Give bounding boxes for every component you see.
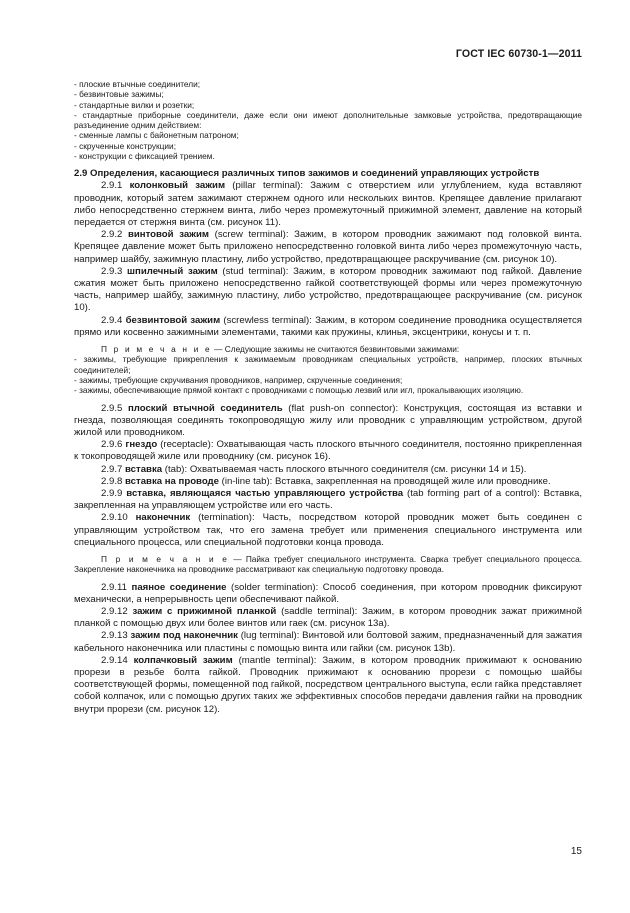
definition-term: плоский втычной соединитель (127, 402, 283, 414)
definition-number: 2.9.5 (101, 402, 123, 414)
definition-number: 2.9.3 (101, 265, 123, 277)
definition-term: зажим с прижимной планкой (132, 605, 277, 617)
definition-2-9-10 (74, 512, 582, 549)
list-item: - конструкции с фиксацией трением. (74, 151, 215, 162)
definition-number: 2.9.13 (101, 630, 128, 642)
definition-text: (lug terminal): Винтовой или болтовой зажим, предназначенный для зажатия кабельного наконечника или пластины с помощью винта или гайки (см. рисунок 13b). (74, 630, 583, 654)
definition-term: зажим под наконечник (130, 630, 238, 642)
definition-number: 2.9.12 (101, 605, 128, 617)
definition-term: вставка, являющаяся частью управляющего устройства (126, 487, 404, 499)
definition-number: 2.9.4 (101, 314, 123, 326)
list-item: - плоские втычные соединители; (74, 79, 201, 89)
definition-number: 2.9.9 (101, 487, 123, 499)
page-content (74, 79, 582, 716)
definition-2-9-11 (74, 582, 582, 606)
note-label: П р и м е ч а н и е (101, 553, 230, 564)
definition-text: (screwless terminal): Зажим, в котором соединение проводника осуществляется прямо или косвенно зажимными элементами, такими как пружины, клинья, эксцентрики, конусы и т. п. (74, 314, 582, 338)
definition-2-9-8 (74, 476, 582, 488)
definition-2-9-6 (74, 439, 582, 463)
definition-2-9-9 (74, 488, 582, 512)
note-item: - зажимы, обеспечивающие прямой контакт с проводниками с помощью лезвий или игл, прокалывающих изоляцию. (74, 385, 524, 396)
definition-term: вставка на проводе (125, 475, 219, 487)
definition-text: (solder termination): Способ соединения, при котором проводник фиксируют механически, а непрерывность цепи обеспечивают пайкой. (74, 581, 582, 605)
definition-number: 2.9.10 (101, 512, 128, 524)
definition-text: (in-line tab): Вставка, закрепленная на проводящей жиле или проводнике. (219, 475, 551, 487)
note-heading (74, 344, 582, 354)
note-screwless (74, 344, 582, 395)
list-item: - сменные лампы с байонетным патроном; (74, 130, 239, 141)
definition-text: (saddle terminal): Зажим, в котором проводник зажат прижимной планкой с помощью двух или более винтов или гаек (см. рисунок 13а). (74, 605, 582, 630)
definition-2-9-2 (74, 229, 582, 266)
definition-text: (mantle terminal): Зажим, в котором проводник прижимают к основанию прорези в резьбе болта гайкой. Проводник прижимают к основанию прорези с помощью шайбы соответствующей формы, помещенной под гайкой, посредством центрального выступа, если гайка представляет собой колпачок, или с помощью других таких же эффективных способов передачи давления гайки на проводник внутри прорези (см. рисунок 12). (74, 654, 582, 715)
note-item: - зажимы, требующие скручивания проводников, например, скрученные соединения; (74, 374, 403, 385)
definition-2-9-3 (74, 266, 582, 315)
list-item: - скрученные конструкции; (74, 140, 176, 151)
note-text: — Пайка требует специального инструмента. Сварка требует специального процесса. Закрепление наконечника на проводнике рассматривают как специальную подготовку провода. (74, 553, 582, 575)
definition-2-9-1 (74, 180, 582, 229)
definition-term: гнездо (125, 439, 158, 451)
list-item: - стандартные вилки и розетки; (74, 99, 195, 110)
definition-number: 2.9.8 (101, 475, 123, 487)
definition-number: 2.9.7 (101, 463, 123, 475)
definition-number: 2.9.14 (101, 654, 128, 666)
note-label: П р и м е ч а н и е (101, 344, 212, 355)
definition-2-9-5 (74, 403, 582, 440)
definition-text: (tab forming part of a control): Вставка, закрепленная на управляющем устройстве или его часть. (74, 487, 582, 512)
section-title: 2.9 Определения, касающиеся различных типов зажимов и соединений управляющих устройств (74, 168, 540, 180)
definition-term: вставка (125, 463, 163, 475)
definition-number: 2.9.6 (101, 439, 123, 451)
list-item: - стандартные приборные соединители, даже если они имеют дополнительные замковые устройства, предотвращающие разъединение одним действием: (74, 109, 582, 131)
definition-text: (receptacle): Охватывающая часть плоского втычного соединителя, постоянно прикрепленная к токопроводящей жиле или проводнику (см. рисунок 16). (74, 439, 582, 463)
note-text: — Следующие зажимы не считаются безвинтовыми зажимами: (211, 344, 460, 355)
definition-number: 2.9.1 (101, 180, 123, 192)
definition-number: 2.9.2 (101, 229, 123, 241)
top-list (74, 79, 582, 161)
definition-term: колонковый зажим (129, 180, 226, 192)
definition-term: колпачковый зажим (133, 654, 233, 666)
document-header: ГОСТ IEC 60730-1—2011 (455, 48, 582, 60)
definition-text: (flat push-on connector): Конструкция, состоящая из вставки и гнезда, позволяющая соединять токопроводящую жилу или проводник с управляющим устройством, другой жилой или проводником. (74, 402, 582, 438)
definition-text: (pillar terminal): Зажим с отверстием или углублением, куда вставляют проводник, который затем зажимают стержнем одного или нескольких винтов. Крепящее давление прилагают либо непосредственно стержнем винта, либо через промежуточный прижимной элемент, давление на который передается от стержня винта (см. рисунок 11). (74, 180, 582, 228)
definition-2-9-13 (74, 630, 582, 654)
definition-term: паяное соединение (131, 581, 227, 593)
definition-term: винтовой зажим (128, 229, 209, 241)
definition-number: 2.9.11 (101, 581, 127, 593)
note-item: - зажимы, требующие прикрепления к зажимаемым проводникам специальных устройств, например, плоских втычных соединителей; (74, 354, 582, 375)
definition-text: (stud terminal): Зажим, в котором проводник зажимают под гайкой. Давление сжатия может быть приложено непосредственно гайкой соответствующей формы или через промежуточную часть, например шайбу, зажимную пластину, либо устройство, предотвращающее раскручивание (см. рисунок 10). (74, 265, 582, 314)
definition-2-9-7 (74, 464, 582, 476)
definition-2-9-14 (74, 655, 582, 716)
definition-term: шпилечный зажим (127, 265, 218, 277)
definition-2-9-12 (74, 606, 582, 630)
definition-term: безвинтовой зажим (125, 314, 221, 326)
definition-text: (tab): Охватываемая часть плоского втычного соединителя (см. рисунки 14 и 15). (162, 463, 527, 475)
definition-2-9-4 (74, 315, 582, 339)
definition-term: наконечник (135, 512, 191, 524)
list-item: - безвинтовые зажимы; (74, 89, 164, 100)
note-soldering (74, 554, 582, 575)
definition-text: (termination): Часть, посредством которой проводник может быть соединен с управляющим устройством так, что его замена требует или применения специального инструмента или специального процесса, или специальной подготовки конца провода. (74, 512, 582, 548)
definition-text: (screw terminal): Зажим, в котором проводник зажимают под головкой винта. Крепящее давление может быть приложено непосредственно головкой винта либо через промежуточную часть, например шайбу, зажимную пластину, либо устройство, предотвращающее раскручивание (см. рисунок 10). (74, 229, 583, 265)
page-number: 15 (570, 846, 582, 857)
